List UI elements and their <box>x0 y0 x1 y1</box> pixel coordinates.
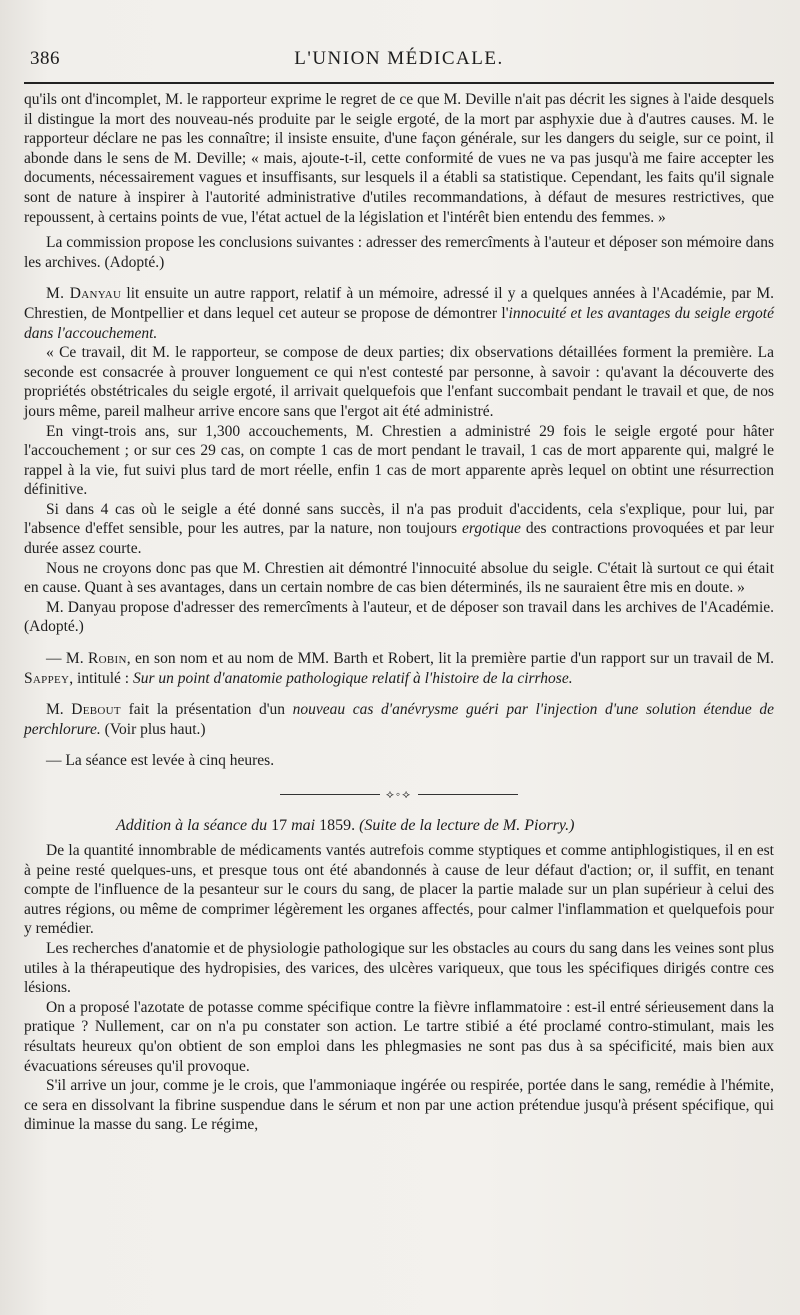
author-name-danyau: M. Danyau <box>46 285 122 303</box>
body-text-continued <box>24 841 774 1135</box>
ornament-line-right <box>418 794 518 795</box>
section-heading-month: mai <box>291 817 316 834</box>
paragraph-4: « Ce travail, dit M. le rapporteur, se compose de deux parties; dix observations détaillées forment la première. La seconde est consacrée à prouver longuement ce qui n'est contesté par personne, à savoir : qu'avant la découverte des propriétés obstétricales du seigle ergoté, il arrivait quelquefois que l'enfant succombait pendant le travail et que, de nos jours même, pareil malheur arrive encore sans que l'ergot ait été administré. <box>24 344 774 420</box>
section-heading-year: 1859. <box>315 817 360 834</box>
paragraph-1: qu'ils ont d'incomplet, M. le rapporteur exprime le regret de ce que M. Deville n'ait pas décrit les signes à l'aide desquels il distingue la mort des nouveau-nés produite par le seigle ergoté, de la mort par asphyxie due à d'autres causes. M. le rapporteur déclare ne pas les connaître; il insiste ensuite, d'une façon générale, sur les dangers du seigle, sur ce point, il abonde dans le sens de M. Deville; « mais, ajoute-t-il, cette conformité de vues ne va pas jusqu'à me faire accepter les documents, nécessairement vagues et insuffisants, sur lesquels il a établi sa statistique. Cependant, les faits qu'il signale sont de nature à inspirer à l'autorité administrative d'utiles recommandations, à défaut de mesures restrictives, que repoussent, à certains points de vue, l'état actuel de la législation et l'intérêt bien entendu des femmes. » <box>24 91 774 226</box>
section-heading-subtitle: (Suite de la lecture de M. Piorry.) <box>359 817 575 834</box>
work-title-cirrhose: Sur un point d'anatomie pathologique relatif à l'histoire de la cirrhose. <box>132 669 573 687</box>
paragraph-5: En vingt-trois ans, sur 1,300 accouchements, M. Chrestien a administré 29 fois le seigle ergoté pour hâter l'accouchement ; or sur ces 29 cas, on compte 1 cas de mort pendant le travail, 1 cas de mort apparente qui, malgré le rappel à la vie, fut suivi plus tard de mort réelle, enfin 1 cas de mort apparente après lequel on obtint une résurrection définitive. <box>24 422 774 499</box>
section-heading <box>24 815 774 837</box>
author-name-debout: Debout <box>71 701 121 719</box>
ornament-line-left <box>280 794 380 795</box>
paragraph-13: Les recherches d'anatomie et de physiologie pathologique sur les obstacles au cours du sang dans les veines sont plus utiles à la thérapeutique des hydropisies, des varices, des ulcères variqueux, que tous les spécifiques dirigés contre ces lésions. <box>24 939 774 997</box>
paragraph-9 <box>24 649 774 688</box>
page-number: 386 <box>30 48 60 69</box>
paragraph-9-text-b: , en son nom et au nom de MM. Barth et Robert, lit la première partie d'un rapport sur un travail de M. <box>126 650 774 668</box>
paragraph-14: On a proposé l'azotate de potasse comme spécifique contre la fièvre inflammatoire : est-il entré sérieusement dans la pratique ? Nullement, car on n'a pu constater son action. Le tartre stibié a été proclamé contro-stimulant, mais les résultats heureux qu'on obtient de son emploi dans les phlegmasies ne sont pas dus à sa spécificité, mais bien aux évacuations séreuses qu'il provoque. <box>24 998 774 1075</box>
author-name-sappey: Sappey <box>24 669 70 687</box>
paragraph-10 <box>24 700 774 739</box>
paragraph-10-text-c: (Voir plus haut.) <box>100 720 206 738</box>
paragraph-9-text-c: , intitulé : <box>69 669 133 687</box>
ornament-flourish-icon: ⟡◦⟡ <box>385 786 413 801</box>
paragraph-8: M. Danyau propose d'adresser des remercîments à l'auteur, et de déposer son travail dans les archives de l'Académie. (Adopté.) <box>24 598 774 636</box>
running-title: L'UNION MÉDICALE. <box>294 48 504 69</box>
page-header <box>24 44 774 74</box>
paragraph-3 <box>24 284 774 343</box>
section-heading-date: 17 <box>267 817 292 834</box>
memoir-title: innocuité et les avantages du seigle ergoté dans l'accouchement. <box>24 304 774 342</box>
section-heading-text: Addition à la séance du <box>116 817 268 834</box>
paragraph-2: La commission propose les conclusions suivantes : adresser des remercîments à l'auteur et déposer son mémoire dans les archives. (Adopté.) <box>24 234 774 271</box>
paragraph-6-italic: ergotique <box>462 520 521 538</box>
paragraph-10-text-a: M. <box>46 701 72 719</box>
paragraph-11: — La séance est levée à cinq heures. <box>46 752 275 770</box>
paragraph-6 <box>24 500 774 559</box>
paragraph-10-text-b: fait la présentation d'un <box>120 701 293 719</box>
case-title-anevrysme: nouveau cas d'anévrysme guéri par l'injection d'une solution étendue de perchlorure. <box>24 701 774 738</box>
section-divider-ornament <box>24 785 774 803</box>
paragraph-15: S'il arrive un jour, comme je le crois, que l'ammoniaque ingérée ou respirée, portée dans le sang, remédie à l'hémite, ce sera en dissolvant la fibrine suspendue dans le sérum et non par une action prétendue jusqu'à présent spécifique, qui diminue la masse du sang. Le régime, <box>24 1077 774 1134</box>
header-rule <box>24 82 774 84</box>
paragraph-9-text-a: — M. <box>46 650 88 668</box>
paragraph-12: De la quantité innombrable de médicaments vantés autrefois comme styptiques et comme antiphlogistiques, il en est à peine resté quelques-uns, et presque tous ont été abandonnés à cause de leur défaut d'action; or, il suffit, en tenant compte de l'influence de la pesanteur sur le cours du sang, de placer la partie malade sur un plan supérieur à celui des autres régions, ou même de comprimer légèrement les organes affectés, pour calmer l'inflammation et quelquefois pour y remédier. <box>24 842 774 938</box>
author-name-robin: Robin <box>87 650 127 668</box>
paragraph-3-text: lit ensuite un autre rapport, relatif à un mémoire, adressé il y a quelques années à l'Académie, par M. Chrestien, de Montpellier et dans lequel cet auteur se propose de démontrer l' <box>24 285 774 322</box>
paragraph-6-text-b: des contractions provoquées et par leur durée assez courte. <box>24 520 774 558</box>
body-text <box>24 90 774 771</box>
paragraph-6-text-a: Si dans 4 cas où le seigle a été donné sans succès, il n'a pas produit d'accidents, cela s'explique, pour lui, par l'absence d'effet sensible, pour les autres, par la nature, non toujours <box>24 500 774 538</box>
paragraph-7: Nous ne croyons donc pas que M. Chrestien ait démontré l'innocuité absolue du seigle. C'était là surtout ce qui était en cause. Quant à ses avantages, dans un certain nombre de cas bien déterminés, ils ne sauraient être mis en doute. » <box>24 559 774 597</box>
